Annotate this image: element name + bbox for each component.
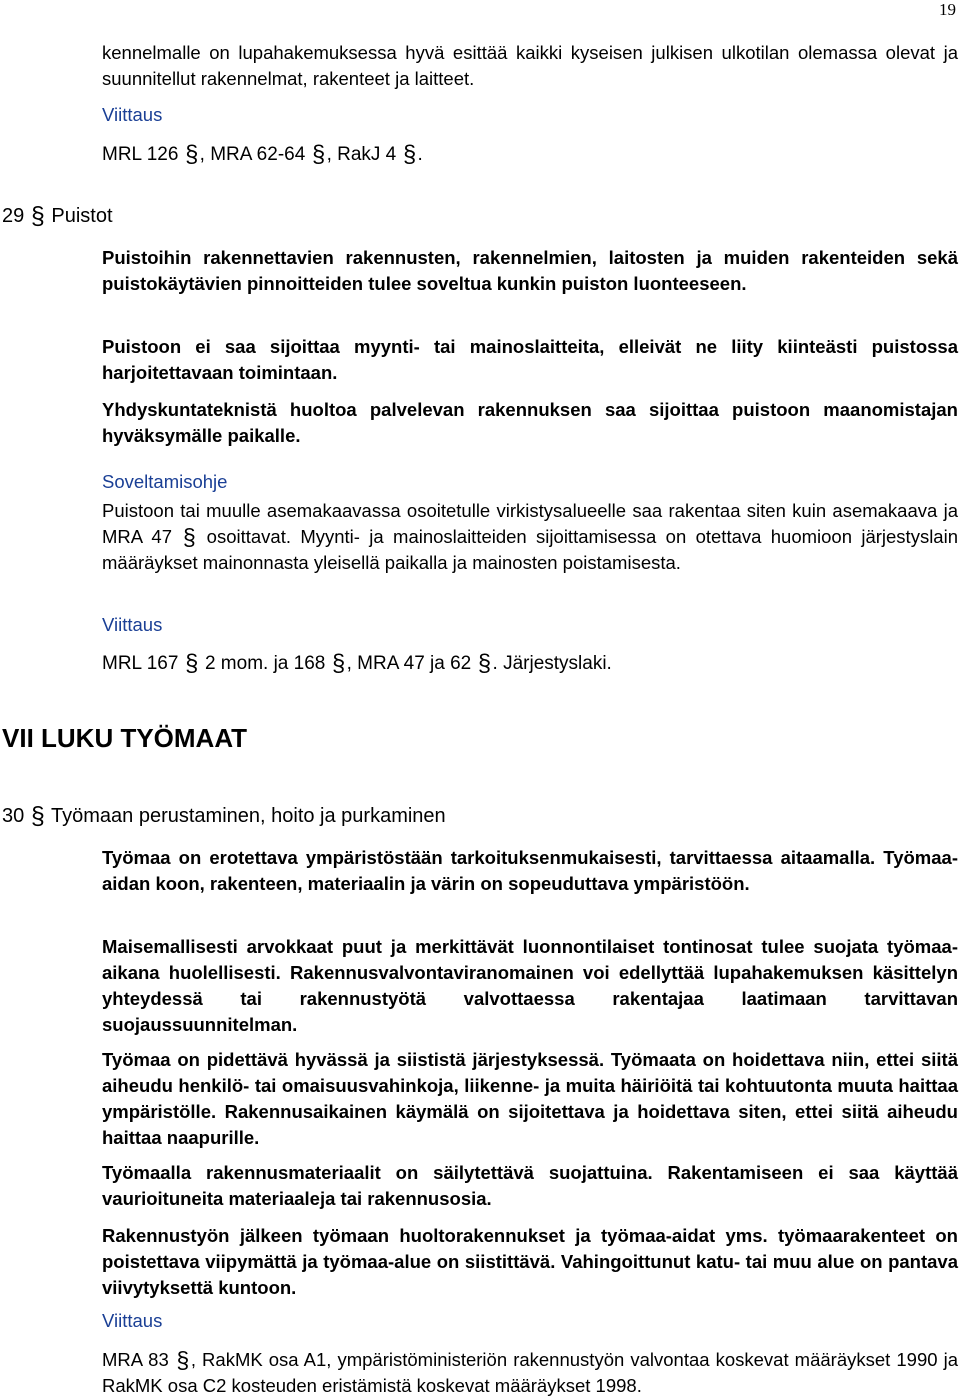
section-29-p1-text: Puistoihin rakennettavien rakennusten, rakennelmien, laitosten ja muiden rakenteiden sekä puistokäytävien pinnoitteiden tulee soveltua kunkin puiston luonteeseen. xyxy=(102,247,958,294)
section-29-paragraph-3 xyxy=(102,397,958,449)
section-sign-glyph: § xyxy=(332,650,346,677)
section-30-p2-text: Maisemallisesti arvokkaat puut ja merkittävät luonnontilaiset tontinosat tulee suojata työmaa-aikana huolellisesti. Rakennusvalvontaviranomainen voi edellyttää lupahakemuksen käsittelyn yhteydessä tai rakennustyötä valvottaessa rakentajaa laatimaan tarvittavan suojaussuunnitelman. xyxy=(102,936,958,1035)
section-29-p2-text: Puistoon ei saa sijoittaa myynti- tai mainoslaitteita, elleivät ne liity kiinteästi puistossa harjoitettavaan toimintaan. xyxy=(102,336,958,383)
section-30-p5-text: Rakennustyön jälkeen työmaan huoltorakennukset ja työmaa-aidat yms. työmaarakenteet on poistettava viipymättä ja työmaa-alue on siistittävä. Vahingoittunut katu- tai muu alue on pantava viivytyksettä kuntoon. xyxy=(102,1225,958,1298)
section-29-p3-text: Yhdyskuntateknistä huoltoa palvelevan rakennuksen saa sijoittaa puistoon maanomistajan hyväksymälle paikalle. xyxy=(102,399,958,446)
section-sign-glyph: § xyxy=(185,650,199,677)
section-30-p1-text: Työmaa on erotettava ympäristöstään tarkoituksenmukaisesti, tarvittaessa aitaamalla. Työmaa-aidan koon, rakenteen, materiaalin ja värin on sopeuduttava ympäristöön. xyxy=(102,847,958,894)
section-30-p4-text: Työmaalla rakennusmateriaalit on säilytettävä suojattuina. Rakentamiseen ei saa käyttää vaurioituneita materiaaleja tai rakennusosia. xyxy=(102,1162,958,1209)
section-29-viittaus-label: Viittaus xyxy=(102,614,163,635)
section-29-viittaus-ref: MRL 167 § 2 mom. ja 168 §, MRA 47 ja 62 §. Järjestyslaki. xyxy=(102,650,612,677)
section-30-viittaus-ref: MRA 83 §, RakMK osa A1, ympäristöministeriön rakennustyön valvontaa koskevat määräykset 1990 ja RakMK osa C2 kosteuden eristämistä koskevat määräykset 1998. xyxy=(102,1347,959,1396)
section-sign-glyph: § xyxy=(176,1347,190,1373)
section-29-paragraph-2 xyxy=(102,334,958,386)
section-sign-glyph: § xyxy=(477,650,492,677)
section-sign-glyph: § xyxy=(402,141,417,168)
soveltamisohje-label: Soveltamisohje xyxy=(102,471,228,492)
soveltamisohje-text: Puistoon tai muulle asemakaavassa osoitetulle virkistysalueelle saa rakentaa siten kuin asemakaava ja MRA 47 § osoittavat. Myynti- ja mainoslaitteiden sijoittamisessa on otettava huomioon järjestyslain määräykset mainonnasta yleisellä paikalla ja mainosten poistamisesta. xyxy=(102,500,958,573)
section-30-viittaus-block xyxy=(102,1347,958,1399)
intro-paragraph: kennelmalle on lupahakemuksessa hyvä esittää kaikki kyseisen julkisen ulkotilan olemassa olevat ja suunnitellut rakennelmat, rakenteet ja laitteet. xyxy=(102,42,958,89)
section-sign-glyph: § xyxy=(311,141,326,168)
section-29-heading: 29 § Puistot xyxy=(2,202,113,230)
section-30-paragraph-5 xyxy=(102,1223,958,1301)
intro-block xyxy=(102,40,958,92)
section-30-paragraph-3 xyxy=(102,1047,958,1151)
chapter-heading: VII LUKU TYÖMAAT xyxy=(2,723,248,753)
section-sign-glyph: § xyxy=(185,141,199,168)
section-30-heading: 30 § Työmaan perustaminen, hoito ja purkaminen xyxy=(2,802,446,830)
page-number: 19 xyxy=(939,0,956,19)
section-30-paragraph-1 xyxy=(102,845,958,897)
section-30-paragraph-4 xyxy=(102,1160,958,1212)
intro-viittaus-ref: MRL 126 §, MRA 62-64 §, RakJ 4 §. xyxy=(102,141,423,168)
section-30-paragraph-2 xyxy=(102,934,958,1038)
section-sign-glyph: § xyxy=(30,802,45,830)
section-30-p3-text: Työmaa on pidettävä hyvässä ja siististä järjestyksessä. Työmaata on hoidettava niin, ettei siitä aiheudu henkilö- tai omaisuusvahinkoja, liikenne- ja muita häiriöitä tai kohtuutonta muuta haittaa ympäristölle. Rakennusaikainen käymälä on sijoitettava ja hoidettava siten, ettei siitä aiheudu haittaa naapurille. xyxy=(102,1049,958,1148)
soveltamisohje-block xyxy=(102,498,958,576)
intro-viittaus-label: Viittaus xyxy=(102,104,163,125)
section-29-paragraph-1 xyxy=(102,245,958,297)
section-sign-glyph: § xyxy=(182,524,196,550)
section-30-viittaus-label: Viittaus xyxy=(102,1310,163,1331)
section-sign-glyph: § xyxy=(30,202,45,230)
